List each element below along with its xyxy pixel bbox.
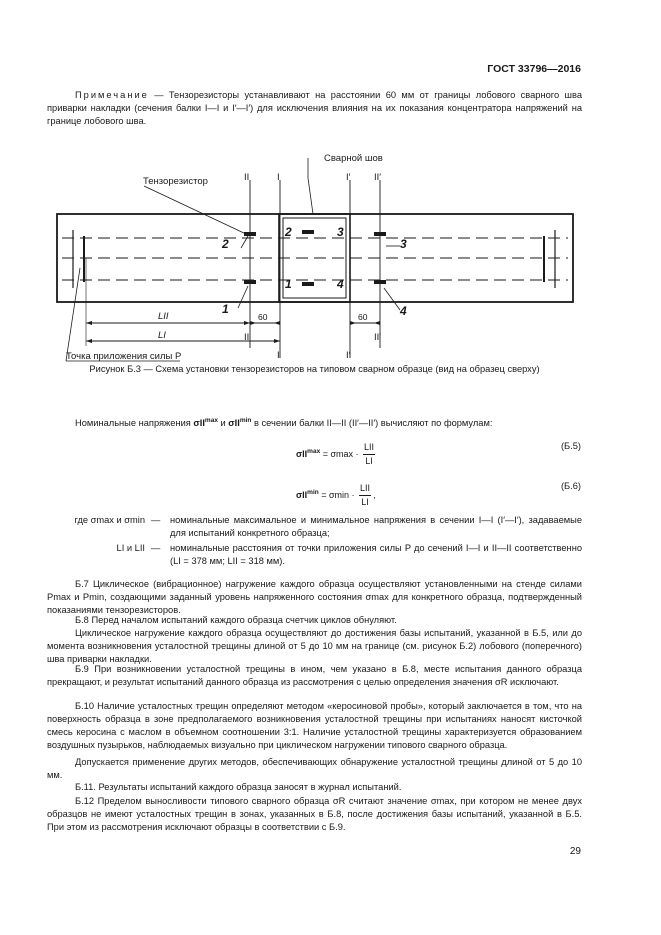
intro-sym2: σII$^{min}$ (228, 417, 252, 428)
formula-b5: σII$^{max}$ = σmax · $\frac{\text{LII}}{LI}$ (296, 442, 375, 466)
paragraph-b10: Б.10 Наличие усталостных трещин определяют методом «керосиновой пробы», который заключается в том, что на поверхность образца в зоне предполагаемого возникновения усталостной трещины при испытаниях наносят кисточкой смесь керосина с маслом в объемном соотношении 3:1. Наличие усталостной трещины характеризуется образованием воздушных пузырьков, наблюдаемых визуально при циклическом нагружении типового сварного образца. (47, 701, 582, 750)
section-I-top: I (277, 172, 280, 183)
strain-gauge-diagram (40, 148, 600, 370)
page-number: 29 (569, 846, 581, 857)
definition-term: LI и LII (116, 543, 145, 553)
formula-b6: σII$^{min}$ = σmin · $\frac{\text{LII}}{LI}$ , (296, 483, 376, 507)
section-Ip-top: I′ (346, 172, 351, 183)
definition-L (47, 542, 582, 568)
gauge-3-label: 3 (400, 237, 407, 251)
section-IIp-bottom: II′ (374, 332, 382, 343)
definition-desc: номинальные максимальное и минимальное напряжения в сечении I—I (I′—I′), задаваемые для испытаний конкретного образца; (170, 515, 582, 538)
weld-4-label: 4 (337, 277, 344, 291)
paragraph-b8: Б.8 Перед началом испытаний каждого образца счетчик циклов обнуляют. (75, 615, 397, 625)
paragraph-cyclic: Циклическое нагружение каждого образца осуществляют до достижения базы испытаний, указанной в Б.5, или до момента возникновения усталостной трещины длиной от 5 до 10 мм на границе (см. рисунок Б.2) лобового (поперечного) шва приварки накладки. (47, 628, 582, 664)
intro-text-mid: и (217, 418, 229, 428)
paragraph-b11: Б.11. Результаты испытаний каждого образца заносят в журнал испытаний. (75, 782, 402, 792)
gauge-2-label: 2 (222, 237, 229, 251)
dim-60-left: 60 (258, 312, 268, 322)
weld-1-label: 1 (285, 277, 292, 291)
gauge-4-label: 4 (400, 304, 407, 318)
formula-intro (47, 414, 582, 430)
gauge-1-label: 1 (222, 302, 229, 316)
definition-sigma (47, 514, 582, 540)
note-text: — Тензорезисторы устанавливают на расстоянии 60 мм от границы лобового сварного шва приварки накладки (сечения балки I—I и I′—I′) для исключения влияния на их показания концентратора напряжений на границе лобового шва. (47, 90, 582, 126)
definition-dash: — (151, 543, 161, 553)
definition-desc: номинальные расстояния от точки приложения силы P до сечений I—I и II—II соответственно (LI = 378 мм; LII = 318 мм). (170, 543, 582, 566)
dim-LI: LI (158, 330, 166, 341)
section-Ip-bottom: I′ (346, 350, 351, 361)
definition-dash: — (151, 515, 161, 525)
dim-LII: LII (158, 311, 169, 322)
section-IIp-top: II′ (374, 172, 382, 183)
dim-60-right: 60 (358, 312, 368, 322)
formula-b6-number: (Б.6) (560, 481, 581, 491)
section-I-bottom: I (277, 350, 280, 361)
note (47, 89, 582, 128)
paragraph-b12: Б.12 Пределом выносливости типового сварного образца σR считают значение σmax, при котором не менее двух образцов не имеют усталостных трещин в зонах, указанных в Б.8, после достижения базы испытаний, указанной в Б.5. При этом из рассмотрения исключают образцы в соответствии с Б.9. (47, 796, 582, 832)
paragraph-methods: Допускается применение других методов, обеспечивающих обнаружение усталостной трещины длиной от 5 до 10 мм. (47, 757, 582, 780)
document-code: ГОСТ 33796—2016 (487, 63, 581, 75)
weld-label: Сварной шов (324, 153, 383, 164)
note-label: Примечание (75, 90, 149, 100)
paragraph-b7: Б.7 Циклическое (вибрационное) нагружение каждого образца осуществляют установленными на стенде силами Pmax и Pmin, создающими заданный уровень напряженного состояния σmax для конкретного образца, подтвержденный показаниями тензорезисторов. (47, 579, 582, 615)
paragraph-b9: Б.9 При возникновении усталостной трещины в ином, чем указано в Б.8, месте испытания данного образца прекращают, и результат испытаний данного образца из рассмотрения с целью определения значения σR исключают. (47, 664, 582, 687)
intro-text-a: Номинальные напряжения (75, 418, 194, 428)
definition-term: где σmax и σmin (74, 515, 145, 525)
section-II-bottom: II (244, 332, 250, 343)
formula-b5-number: (Б.5) (560, 441, 581, 451)
gauge-label: Тензорезистор (143, 176, 208, 187)
weld-3-label: 3 (337, 225, 344, 239)
force-point-label: Точка приложения силы P (66, 351, 182, 362)
weld-2-label: 2 (285, 225, 292, 239)
intro-text-b: в сечении балки II—II (II′—II′) вычисляют по формулам: (251, 418, 493, 428)
intro-sym1: σII$^{max}$ (193, 417, 218, 428)
figure-caption: Рисунок Б.3 — Схема установки тензорезисторов на типовом сварном образце (вид на образец сверху) (89, 364, 540, 374)
section-II-top: II (244, 172, 250, 183)
